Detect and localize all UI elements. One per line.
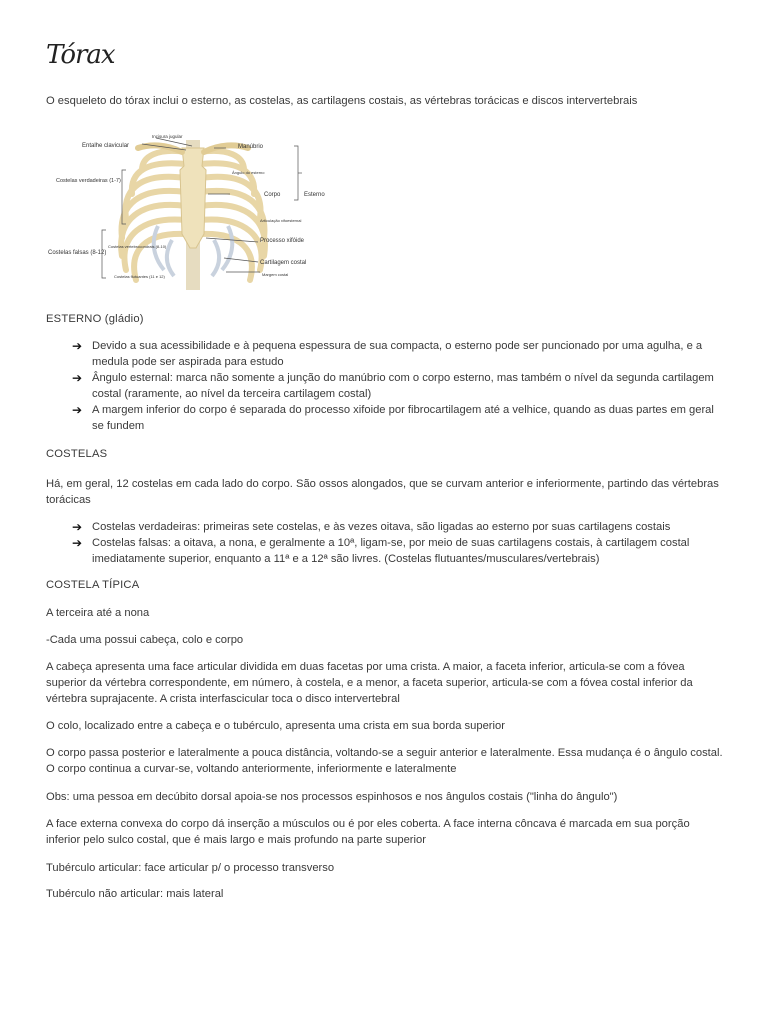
thorax-figure — [46, 130, 336, 300]
costelas-bullet-list — [72, 519, 722, 567]
arrow-bullet-icon: ➔ — [72, 371, 83, 385]
label-margem: Margem costal — [262, 272, 289, 277]
tipica-paragraph-1: A terceira até a nona — [46, 607, 150, 619]
tipica-paragraph-8: Tubérculo articular: face articular p/ o processo transverso — [46, 862, 335, 874]
arrow-bullet-icon: ➔ — [72, 520, 83, 534]
label-vertebrocondrais: Costelas vertebrocondrais (8-10) — [108, 244, 167, 249]
list-item: ➔ A margem inferior do corpo é separada do processo xifoide por fibrocartilagem até a velhice, quando as duas partes em geral se fundem — [72, 403, 714, 432]
tipica-paragraph-2: -Cada uma possui cabeça, colo e corpo — [46, 634, 244, 646]
tipica-paragraph-4: O colo, localizado entre a cabeça e o tubérculo, apresenta uma crista em sua borda superior — [46, 720, 505, 732]
tipica-paragraph-5: O corpo passa posterior e lateralmente a pouca distância, voltando-se a seguir anterior e lateralmente. Essa mudança é o ângulo costal. O corpo continua a curvar-se, voltando anteriormente, inferiormente e lateralmente — [46, 747, 723, 775]
tipica-paragraph-6: Obs: uma pessoa em decúbito dorsal apoia-se nos processos espinhosos e nos ângulos costais ("linha do ângulo") — [46, 791, 618, 803]
label-verdadeiras: Costelas verdadeiras (1-7) — [56, 178, 121, 184]
page-title: Tórax — [46, 40, 115, 70]
tipica-paragraph-7: A face externa convexa do corpo dá inserção a músculos ou é por eles coberta. A face interna côncava é marcada em sua porção inferior pelo sulco costal, que é mais largo e mais profundo na parte superior — [46, 818, 690, 846]
list-item: ➔ Costelas falsas: a oitava, a nona, e geralmente a 10ª, ligam-se, por meio de suas cartilagens costais, à cartilagem costal imediatamente superior, enquanto a 11ª e a 12ª são livres. (Costelas flutuantes/musculares/vertebrais) — [72, 536, 690, 565]
label-esterno: Esterno — [304, 192, 325, 198]
label-clavicular: Entalhe clavicular — [82, 143, 130, 149]
list-item: ➔ Ângulo esternal: marca não somente a junção do manúbrio com o corpo esterno, mas também o nível da segunda cartilagem costal (raramente, ao nível da terceira cartilagem costal) — [72, 371, 714, 400]
arrow-bullet-icon: ➔ — [72, 536, 83, 550]
label-jugular: Incisura jugular — [152, 134, 183, 139]
label-flutuantes: Costelas flutuantes (11 e 12) — [114, 274, 165, 279]
arrow-bullet-icon: ➔ — [72, 339, 83, 353]
label-falsas: Costelas falsas (8-12) — [48, 250, 107, 256]
label-articulacao: Articulação xifoesternal — [260, 218, 302, 223]
list-item: ➔ Costelas verdadeiras: primeiras sete costelas, e às vezes oitava, são ligadas ao esterno por suas cartilagens costais — [72, 520, 671, 534]
esterno-bullet-list — [72, 338, 722, 434]
tipica-paragraph-9: Tubérculo não articular: mais lateral — [46, 888, 224, 900]
intro-paragraph: O esqueleto do tórax inclui o esterno, as costelas, as cartilagens costais, as vértebras torácicas e discos intervertebrais — [46, 95, 638, 107]
label-manubrio: Manúbrio — [238, 144, 264, 150]
label-corpo: Corpo — [264, 192, 281, 198]
arrow-bullet-icon: ➔ — [72, 403, 83, 417]
section-heading-costelas: COSTELAS — [46, 448, 108, 460]
section-heading-tipica: COSTELA TÍPICA — [46, 579, 140, 591]
section-heading-esterno: ESTERNO (gládio) — [46, 313, 144, 325]
label-cartilagem: Cartilagem costal — [260, 260, 307, 266]
costelas-paragraph: Há, em geral, 12 costelas em cada lado do corpo. São ossos alongados, que se curvam anterior e inferiormente, partindo das vértebras torácicas — [46, 478, 719, 506]
tipica-paragraph-3: A cabeça apresenta uma face articular dividida em duas facetas por uma crista. A maior, a faceta inferior, articula-se com a fóvea superior da vértebra correspondente, em número, à costela, e a menor, a faceta superior, articula-se com a fóvea costal inferior da vértebra suprajacente. A crista interfascicular toca o disco intervertebral — [46, 661, 693, 705]
list-item: ➔ Devido a sua acessibilidade e à pequena espessura de sua compacta, o esterno pode ser puncionado por uma agulha, e a medula pode ser aspirada para estudo — [72, 339, 703, 368]
label-angulo: Ângulo do esterno — [232, 170, 265, 175]
label-xifoide: Processo xifóide — [260, 238, 305, 244]
